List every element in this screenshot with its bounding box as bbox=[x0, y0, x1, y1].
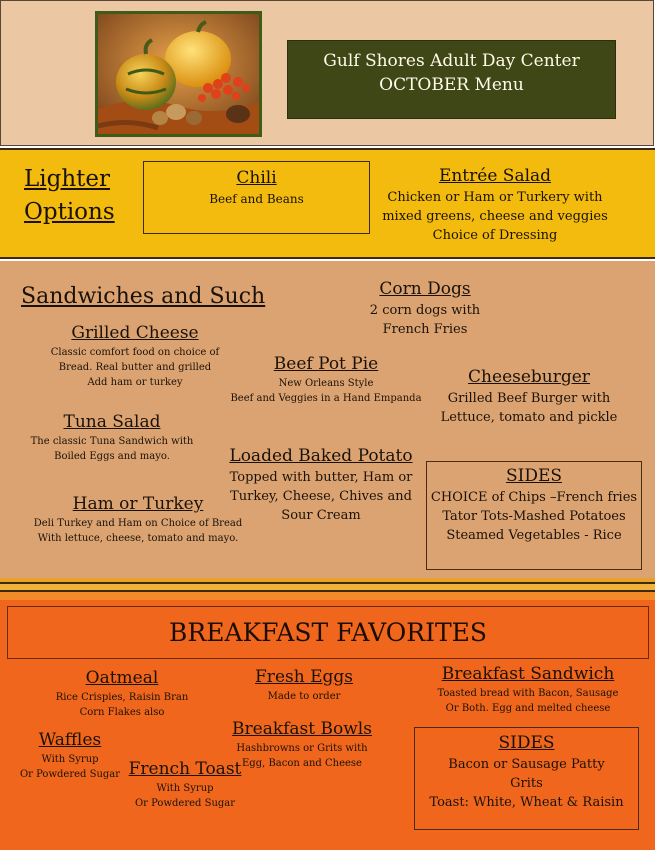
loaded-potato-title: Loaded Baked Potato bbox=[229, 446, 413, 466]
beef-pot-pie-line1: New Orleans Style bbox=[278, 378, 374, 389]
breakfast-sides bbox=[414, 732, 639, 812]
oatmeal-title: Oatmeal bbox=[85, 668, 159, 688]
menu-title-box bbox=[287, 40, 616, 119]
corn-dogs-title: Corn Dogs bbox=[379, 279, 471, 299]
breakfast-bowls-line2: Egg, Bacon and Cheese bbox=[242, 758, 362, 769]
entree-salad-line2: mixed greens, cheese and veggies bbox=[382, 209, 608, 224]
oatmeal-line1: Rice Crispies, Raisin Bran bbox=[55, 692, 189, 703]
menu-month: OCTOBER Menu bbox=[379, 75, 524, 95]
breakfast-sides-line1: Bacon or Sausage Patty bbox=[448, 757, 605, 772]
beef-pot-pie-line2: Beef and Veggies in a Hand Empanda bbox=[230, 393, 422, 404]
cheeseburger-line2: Lettuce, tomato and pickle bbox=[440, 410, 618, 425]
sandwich-sides-line1: CHOICE of Chips –French fries bbox=[430, 490, 638, 505]
grilled-cheese-line1: Classic comfort food on choice of bbox=[50, 347, 220, 358]
tuna-salad-item bbox=[22, 411, 202, 464]
breakfast-sandwich-line1: Toasted bread with Bacon, Sausage bbox=[437, 688, 619, 699]
loaded-potato-line2: Turkey, Cheese, Chives and bbox=[230, 489, 412, 504]
grilled-cheese-item bbox=[40, 322, 230, 390]
breakfast-sandwich-line2: Or Both. Egg and melted cheese bbox=[445, 703, 611, 714]
ham-turkey-line2: With lettuce, cheese, tomato and mayo. bbox=[37, 533, 239, 544]
sandwiches-heading: Sandwiches and Such bbox=[21, 284, 266, 309]
lighter-heading-line2: Options bbox=[24, 199, 115, 225]
beef-pot-pie-title: Beef Pot Pie bbox=[273, 354, 379, 374]
sandwich-sides-line3: Steamed Vegetables - Rice bbox=[446, 528, 622, 543]
entree-salad-title: Entrée Salad bbox=[438, 166, 552, 186]
grilled-cheese-title: Grilled Cheese bbox=[71, 323, 199, 343]
cheeseburger-line1: Grilled Beef Burger with bbox=[447, 391, 611, 406]
tuna-salad-line1: The classic Tuna Sandwich with bbox=[30, 436, 194, 447]
corn-dogs-line1: 2 corn dogs with bbox=[369, 303, 481, 318]
cheeseburger-title: Cheeseburger bbox=[468, 367, 590, 387]
pumpkin-illustration bbox=[98, 14, 259, 134]
fresh-eggs-title: Fresh Eggs bbox=[255, 667, 353, 687]
entree-salad-line1: Chicken or Ham or Turkery with bbox=[387, 190, 603, 205]
cheeseburger-item bbox=[432, 366, 626, 427]
loaded-potato-line3: Sour Cream bbox=[281, 508, 361, 523]
sandwich-sides bbox=[426, 465, 642, 545]
breakfast-bowls-item bbox=[226, 718, 378, 771]
breakfast-sides-line3: Toast: White, Wheat & Raisin bbox=[429, 795, 624, 810]
beef-pot-pie-item bbox=[228, 353, 424, 406]
fresh-eggs-line1: Made to order bbox=[267, 691, 341, 702]
sandwich-sides-title: SIDES bbox=[505, 466, 563, 486]
autumn-pumpkin-photo bbox=[95, 11, 262, 137]
ham-turkey-title: Ham or Turkey bbox=[72, 494, 204, 514]
corn-dogs-line2: French Fries bbox=[382, 322, 468, 337]
french-toast-line2: Or Powdered Sugar bbox=[134, 798, 236, 809]
ham-turkey-item bbox=[28, 493, 248, 546]
entree-salad-item bbox=[375, 165, 615, 245]
lighter-options-heading bbox=[24, 163, 115, 229]
breakfast-bowls-title: Breakfast Bowls bbox=[232, 719, 372, 739]
waffles-title: Waffles bbox=[38, 730, 102, 750]
grilled-cheese-line2: Bread. Real butter and grilled bbox=[58, 362, 212, 373]
chili-title: Chili bbox=[236, 168, 277, 188]
french-toast-title: French Toast bbox=[128, 759, 242, 779]
oatmeal-item bbox=[47, 667, 197, 720]
grilled-cheese-line3: Add ham or turkey bbox=[87, 377, 183, 388]
chili-desc: Beef and Beans bbox=[209, 192, 304, 206]
stripe-divider bbox=[0, 592, 655, 600]
french-toast-line1: With Syrup bbox=[156, 783, 214, 794]
breakfast-sides-title: SIDES bbox=[498, 733, 555, 753]
breakfast-sides-line2: Grits bbox=[510, 776, 543, 791]
tuna-salad-title: Tuna Salad bbox=[63, 412, 161, 432]
waffles-line2: Or Powdered Sugar bbox=[19, 769, 121, 780]
waffles-line1: With Syrup bbox=[41, 754, 99, 765]
center-name: Gulf Shores Adult Day Center bbox=[323, 51, 580, 71]
ham-turkey-line1: Deli Turkey and Ham on Choice of Bread bbox=[33, 518, 243, 529]
corn-dogs-item bbox=[360, 278, 490, 339]
lighter-heading-line1: Lighter bbox=[24, 166, 111, 192]
waffles-item bbox=[10, 729, 130, 782]
breakfast-heading: BREAKFAST FAVORITES bbox=[169, 618, 487, 647]
entree-salad-line3: Choice of Dressing bbox=[432, 228, 558, 243]
breakfast-sandwich-item bbox=[418, 663, 638, 716]
sandwich-sides-line2: Tator Tots-Mashed Potatoes bbox=[442, 509, 626, 524]
breakfast-bowls-line1: Hashbrowns or Grits with bbox=[236, 743, 368, 754]
fresh-eggs-item bbox=[244, 666, 364, 704]
tuna-salad-line2: Boiled Eggs and mayo. bbox=[54, 451, 170, 462]
breakfast-sandwich-title: Breakfast Sandwich bbox=[441, 664, 615, 684]
loaded-potato-line1: Topped with butter, Ham or bbox=[229, 470, 413, 485]
oatmeal-line2: Corn Flakes also bbox=[79, 707, 165, 718]
loaded-potato-item bbox=[228, 445, 414, 525]
chili-item bbox=[143, 167, 370, 209]
